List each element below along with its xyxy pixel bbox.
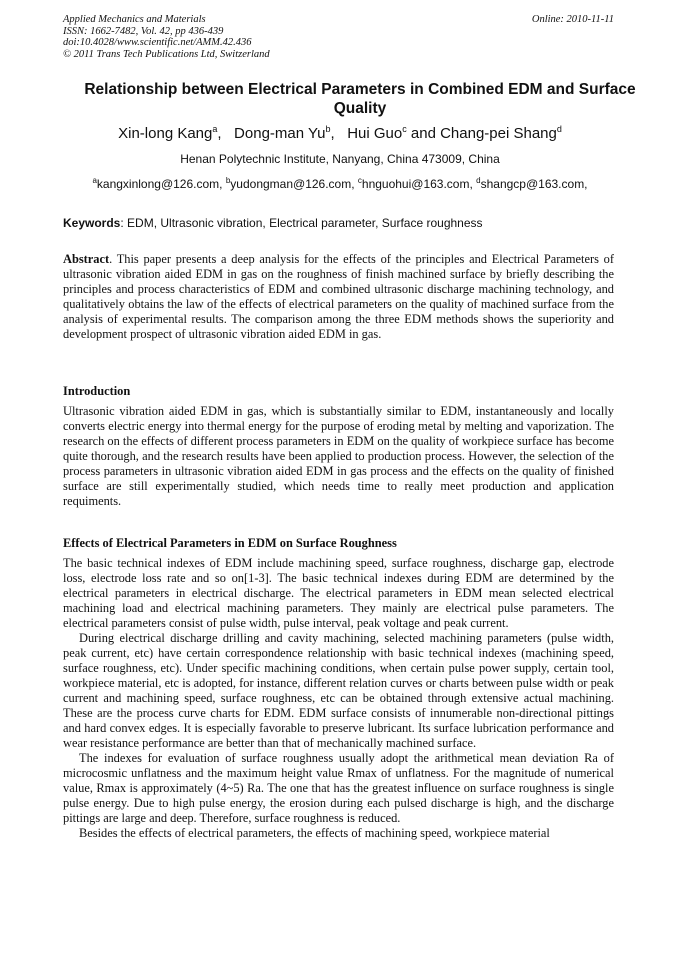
paragraph: Besides the effects of electrical parameters, the effects of machining speed, workpiece material (79, 826, 550, 840)
author-name: Xin-long Kang (118, 125, 213, 142)
email-sup: d (476, 176, 481, 185)
paper-title: Relationship between Electrical Parameters in Combined EDM and Surface Quality (84, 81, 636, 117)
affiliation: Henan Polytechnic Institute, Nanyang, China 473009, China (180, 152, 500, 166)
author-name: Hui Guo (347, 125, 403, 142)
keywords-label: Keywords (63, 216, 121, 230)
section-heading-effects: Effects of Electrical Parameters in EDM on Surface Roughness (63, 536, 397, 550)
email-sup: c (357, 176, 362, 185)
email-address[interactable]: hnguohui@163.com, (361, 177, 477, 191)
abstract-block (63, 252, 614, 342)
author-sup: a (212, 124, 218, 134)
paragraph: During electrical discharge drilling and cavity machining, selected machining parameters (pulse width, peak current, etc) have certain correspondence relationship with basic technical indexes (machining speed, surface roughness, etc). Under specific machining conditions, when certain pulse power supply, certain tool, workpiece material, etc is adopted, for instance, different relation curves or charts between pulse width or peak current and machining speed, surface roughness, etc can be obtained through extensive actual machining. These are the process curve charts for EDM. EDM surface consists of innumerable non-directional pittings and hard convex edges. It is especially favorable to preserve lubricant. Its surface lubrication performance and wear resistance performance are better than that of mechanically machined surface. (63, 631, 614, 750)
journal-name: Applied Mechanics and Materials (63, 14, 206, 25)
section-effects-body (63, 556, 614, 841)
paragraph: Ultrasonic vibration aided EDM in gas, which is substantially similar to EDM, instantaneously and locally converts electric energy into thermal energy for the purpose of eroding metal by melting and vaporization. The research on the effects of different process parameters in EDM on the quality of workpiece surface has become quite thorough, and the research results have been applied to production process. However, the selection of the process parameters in ultrasonic vibration aided EDM in gas process and the effects on the quality of finished surface are still experimentally studied, which needs time to really meet production and application requiments. (63, 404, 614, 508)
abstract-text: . This paper presents a deep analysis for the effects of the principles and Electrical Parameters of ultrasonic vibration aided EDM in gas on the roughness of finish machined surface by briefly describing the principles and process characteristics of EDM and combined ultrasonic discharge machining technology, and qualitatively obtains the law of the effects of electrical parameters on the quality of machined surface from the analysis of experimental results. The comparison among the three EDM methods shows the superiority and development prospect of ultrasonic vibration aided EDM in gas. (63, 252, 614, 341)
email-address[interactable]: kangxinlong@126.com, (96, 177, 226, 191)
doi-line[interactable]: doi:10.4028/www.scientific.net/AMM.42.436 (63, 37, 252, 48)
copyright-line: © 2011 Trans Tech Publications Ltd, Switzerland (63, 48, 270, 60)
abstract-label: Abstract (63, 252, 110, 266)
journal-header (63, 14, 270, 60)
paragraph: The indexes for evaluation of surface roughness usually adopt the arithmetical mean deviation Ra of microcosmic unflatness and the maximum height value Rmax of unflatness. For the magnitude of numerical value, Rmax is approximately (4~5) Ra. The one that has the greatest influence on surface roughness is single pulse energy. Due to high pulse energy, the erosion during each pulsed discharge is high, and the discharge pittings are large and deep. Therefore, surface roughness is reduced. (63, 751, 614, 825)
email-address[interactable]: shangcp@163.com, (480, 177, 588, 191)
author-sup: c (402, 124, 407, 134)
introduction-text (63, 404, 614, 509)
keywords-line (63, 216, 623, 230)
email-sup: a (92, 176, 97, 185)
author-name: Chang-pei Shang (440, 125, 557, 142)
author-sup: b (325, 124, 331, 134)
issn-line: ISSN: 1662-7482, Vol. 42, pp 436-439 (63, 25, 224, 37)
author-sup: d (556, 124, 562, 134)
online-date: Online: 2010-11-11 (531, 14, 614, 25)
email-list (60, 176, 620, 191)
paragraph: The basic technical indexes of EDM include machining speed, surface roughness, discharge gap, electrode loss, electrode loss rate and so on[1-3]. The basic technical indexes during EDM are determined by the electrical parameters in electrical discharge. The electrical parameters in EDM mean selected electrical machining load and electrical machining parameters. They mainly are electrical pulse parameters. The electrical parameters consist of pulse width, pulse interval, peak voltage and peak current. (63, 556, 614, 630)
section-heading-introduction: Introduction (63, 384, 131, 398)
author-list: Xin-long Kang$^a$, Dong-man Yu$^b$, Hui Guo$^c$ and Chang-pei Shang$^d$ (118, 124, 562, 142)
keywords-text: : EDM, Ultrasonic vibration, Electrical parameter, Surface roughness (120, 216, 483, 230)
email-sup: b (225, 176, 231, 185)
author-name: Dong-man Yu (234, 125, 326, 142)
email-address[interactable]: yudongman@126.com, (230, 177, 358, 191)
